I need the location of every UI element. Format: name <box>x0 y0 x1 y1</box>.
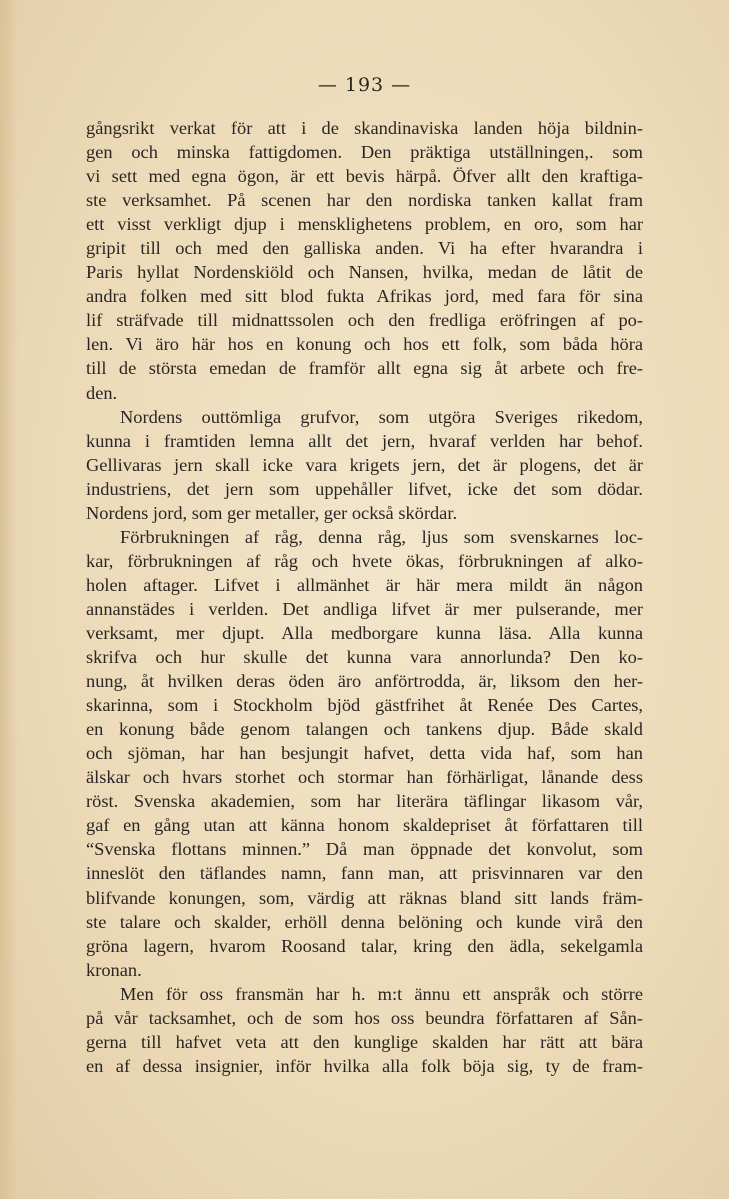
text-line: gen och minska fattigdomen. Den präktiga utställningen,. som <box>86 142 643 163</box>
text-line: holen aftager. Lifvet i allmänhet är här mera mildt än någon <box>86 574 643 595</box>
text-line: ste verksamhet. På scenen har den nordiska tanken kallat fram <box>86 190 643 211</box>
text-line: Men för oss fransmän har h. m:t ännu ett anspråk och större <box>120 983 643 1004</box>
text-line: “Svenska flottans minnen.” Då man öppnade det konvolut, som <box>86 839 643 860</box>
text-line: lif sträfvade till midnattssolen och den fredliga eröfringen af po- <box>86 310 643 331</box>
text-line: på vår tacksamhet, och de som hos oss beundra författaren af Sån- <box>86 1007 643 1028</box>
text-line: en konung både genom talangen och tankens djup. Både skald <box>86 719 643 740</box>
text-line: annanstädes i verlden. Det andliga lifvet är mer pulserande, mer <box>86 598 643 619</box>
paragraph <box>86 525 643 982</box>
text-line: kronan. <box>86 959 142 980</box>
text-line: Nordens jord, som ger metaller, ger också skördar. <box>86 502 458 523</box>
text-line: en af dessa insignier, inför hvilka alla folk böja sig, ty de fram- <box>86 1055 643 1076</box>
text-line: ett visst verkligt djup i mensklighetens problem, en oro, som har <box>86 214 643 235</box>
text-line: inneslöt den täflandes namn, fann man, att prisvinnaren var den <box>86 863 643 884</box>
text-line: vi sett med egna ögon, är ett bevis härpå. Öfver allt den kraftiga- <box>86 166 643 187</box>
text-line: blifvande konungen, som, värdig att räknas bland sitt lands främ- <box>86 887 643 908</box>
text-line: skrifva och hur skulle det kunna vara annorlunda? Den ko- <box>86 647 643 668</box>
body-text <box>86 116 643 1078</box>
paragraph <box>86 982 643 1078</box>
text-line: Paris hyllat Nordenskiöld och Nansen, hvilka, medan de låtit de <box>86 262 643 283</box>
text-line: len. Vi äro här hos en konung och hos ett folk, som båda höra <box>86 334 643 355</box>
text-line: skarinna, som i Stockholm bjöd gästfrihet åt Renée Des Cartes, <box>86 695 643 716</box>
text-line: och sjöman, har han besjungit hafvet, detta vida haf, som han <box>86 743 643 764</box>
text-line: till de största emedan de framför allt egna sig åt arbete och fre- <box>86 358 643 379</box>
text-line: gröna lagern, hvarom Roosand talar, kring den ädla, sekelgamla <box>86 935 643 956</box>
text-line: Förbrukningen af råg, denna råg, ljus som svenskarnes loc- <box>120 526 643 547</box>
text-line: verksamt, mer djupt. Alla medborgare kunna läsa. Alla kunna <box>86 622 643 643</box>
text-line: gerna till hafvet veta att den kunglige skalden har rätt att bära <box>86 1031 643 1052</box>
text-line: kar, förbrukningen af råg och hvete ökas, förbrukningen af alko- <box>86 550 643 571</box>
text-line: nung, åt hvilken deras öden äro anförtrodda, är, liksom den her- <box>86 671 643 692</box>
text-line: industriens, det jern som uppehåller lifvet, icke det som dödar. <box>86 478 643 499</box>
paragraph <box>86 405 643 525</box>
text-line: kunna i framtiden lemna allt det jern, hvaraf verlden har behof. <box>86 430 643 451</box>
page-number: — 193 — <box>317 74 412 96</box>
text-line: röst. Svenska akademien, som har literära täflingar likasom vår, <box>86 791 643 812</box>
text-line: gripit till och med den galliska anden. Vi ha efter hvarandra i <box>86 238 643 259</box>
text-line: gaf en gång utan att känna honom skaldepriset åt författaren till <box>86 815 643 836</box>
paragraph <box>86 116 643 405</box>
text-line: älskar och hvars storhet och stormar han förhärligat, lånande dess <box>86 767 643 788</box>
text-line: Gellivaras jern skall icke vara krigets jern, det är plogens, det är <box>86 454 643 475</box>
page-edge-shadow <box>0 0 18 1199</box>
text-line: ste talare och skalder, erhöll denna belöning och kunde virå den <box>86 911 643 932</box>
text-line: andra folken med sitt blod fukta Afrikas jord, med fara för sina <box>86 286 643 307</box>
text-line: gångsrikt verkat för att i de skandinaviska landen höja bildnin- <box>86 118 643 138</box>
text-line: Nordens outtömliga grufvor, som utgöra Sveriges rikedom, <box>120 406 643 427</box>
text-line: den. <box>86 382 118 403</box>
